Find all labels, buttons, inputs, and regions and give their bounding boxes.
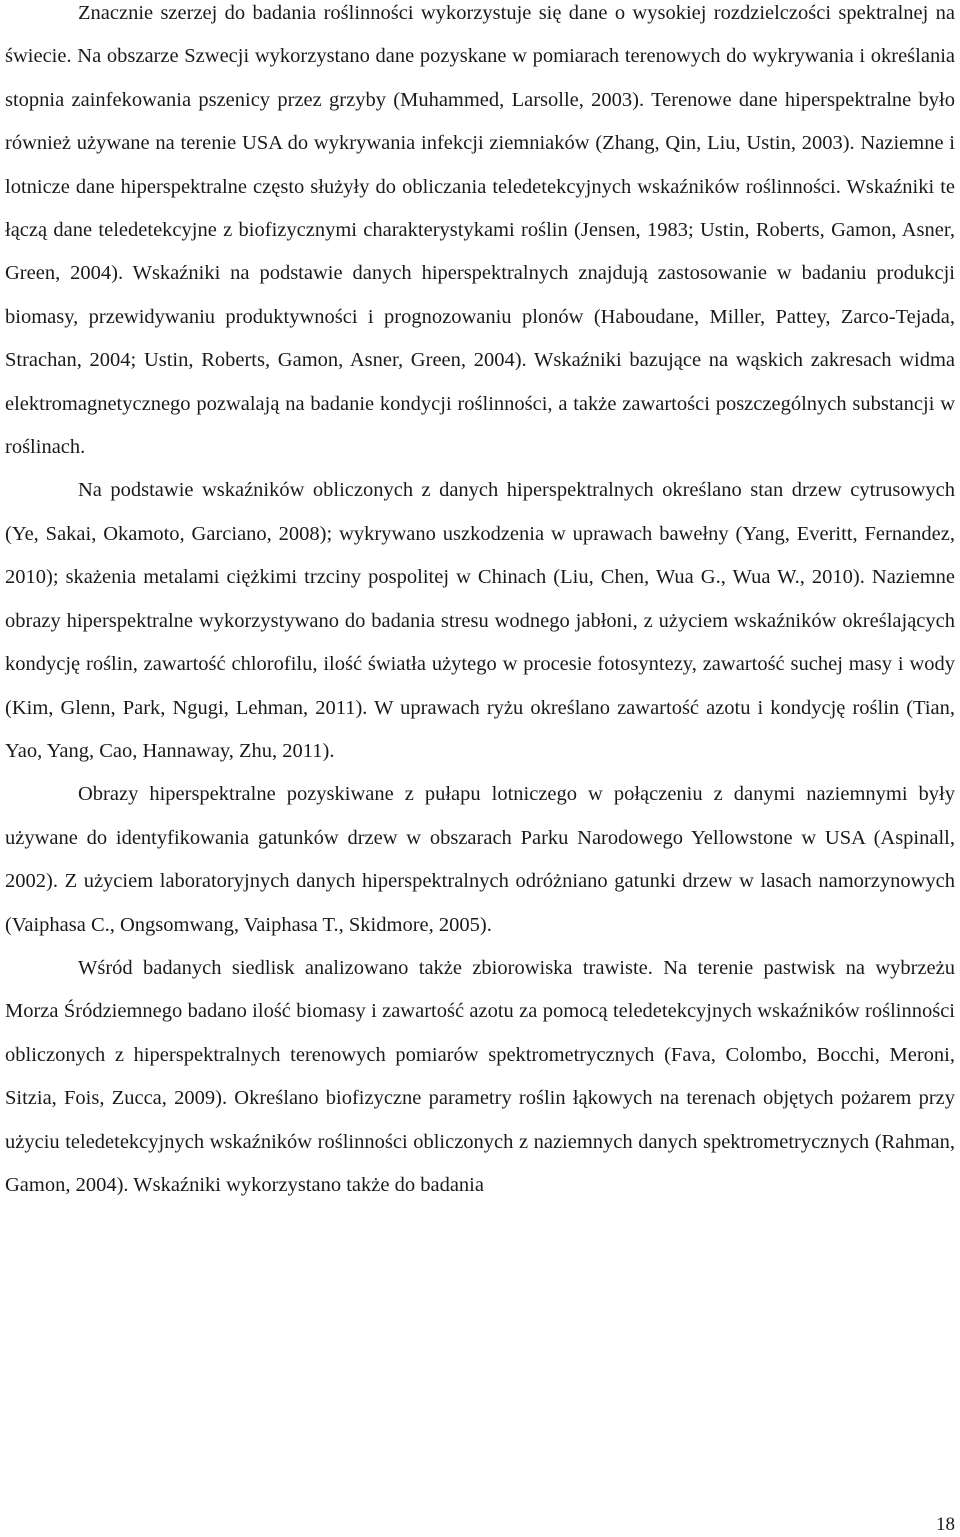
paragraph-1: Znacznie szerzej do badania roślinności wykorzystuje się dane o wysokiej rozdzielczości spektralnej na świecie. Na obszarze Szwecji wykorzystano dane pozyskane w pomiarach terenowych do wykrywania i określania stopnia zainfekowania pszenicy przez grzyby (Muhammed, Larsolle, 2003). Terenowe dane hiperspektralne było również używane na terenie USA do wykrywania infekcji ziemniaków (Zhang, Qin, Liu, Ustin, 2003). Naziemne i lotnicze dane hiperspektralne często służyły do obliczania teledetekcyjnych wskaźników roślinności. Wskaźniki te łączą dane teledetekcyjne z biofizycznymi charakterystykami roślin (Jensen, 1983; Ustin, Roberts, Gamon, Asner, Green, 2004). Wskaźniki na podstawie danych hiperspektralnych znajdują zastosowanie w badaniu produkcji biomasy, przewidywaniu produktywności i prognozowaniu plonów (Haboudane, Miller, Pattey, Zarco-Tejada, Strachan, 2004; Ustin, Roberts, Gamon, Asner, Green, 2004). Wskaźniki bazujące na wąskich zakresach widma elektromagnetycznego pozwalają na badanie kondycji roślinności, a także zawartości poszczególnych substancji w roślinach. xyxy=(5,2,955,459)
page-number: 18 xyxy=(936,1514,955,1535)
paragraph-3: Obrazy hiperspektralne pozyskiwane z pułapu lotniczego w połączeniu z danymi naziemnymi były używane do identyfikowania gatunków drzew w obszarach Parku Narodowego Yellowstone w USA (Aspinall, 2002). Z użyciem laboratoryjnych danych hiperspektralnych odróżniano gatunki drzew w lasach namorzynowych (Vaiphasa C., Ongsomwang, Vaiphasa T., Skidmore, 2005). xyxy=(5,783,955,936)
paragraph-2: Na podstawie wskaźników obliczonych z danych hiperspektralnych określano stan drzew cytrusowych (Ye, Sakai, Okamoto, Garciano, 2008); wykrywano uszkodzenia w uprawach bawełny (Yang, Everitt, Fernandez, 2010); skażenia metalami ciężkimi trzciny pospolitej w Chinach (Liu, Chen, Wua G., Wua W., 2010). Naziemne obrazy hiperspektralne wykorzystywano do badania stresu wodnego jabłoni, z użyciem wskaźników określających kondycję roślin, zawartość chlorofilu, ilość światła użytego w procesie fotosyntezy, zawartość suchej masy i wody (Kim, Glenn, Park, Ngugi, Lehman, 2011). W uprawach ryżu określano zawartość azotu i kondycję roślin (Tian, Yao, Yang, Cao, Hannaway, Zhu, 2011). xyxy=(5,479,955,762)
page-body xyxy=(5,0,955,1207)
paragraph-4: Wśród badanych siedlisk analizowano także zbiorowiska trawiste. Na terenie pastwisk na wybrzeżu Morza Śródziemnego badano ilość biomasy i zawartość azotu za pomocą teledetekcyjnych wskaźników roślinności obliczonych z hiperspektralnych terenowych pomiarów spektrometrycznych (Fava, Colombo, Bocchi, Meroni, Sitzia, Fois, Zucca, 2009). Określano biofizyczne parametry roślin łąkowych na terenach objętych pożarem przy użyciu teledetekcyjnych wskaźników roślinności obliczonych z naziemnych danych spektrometrycznych (Rahman, Gamon, 2004). Wskaźniki wykorzystano także do badania xyxy=(5,956,955,1196)
